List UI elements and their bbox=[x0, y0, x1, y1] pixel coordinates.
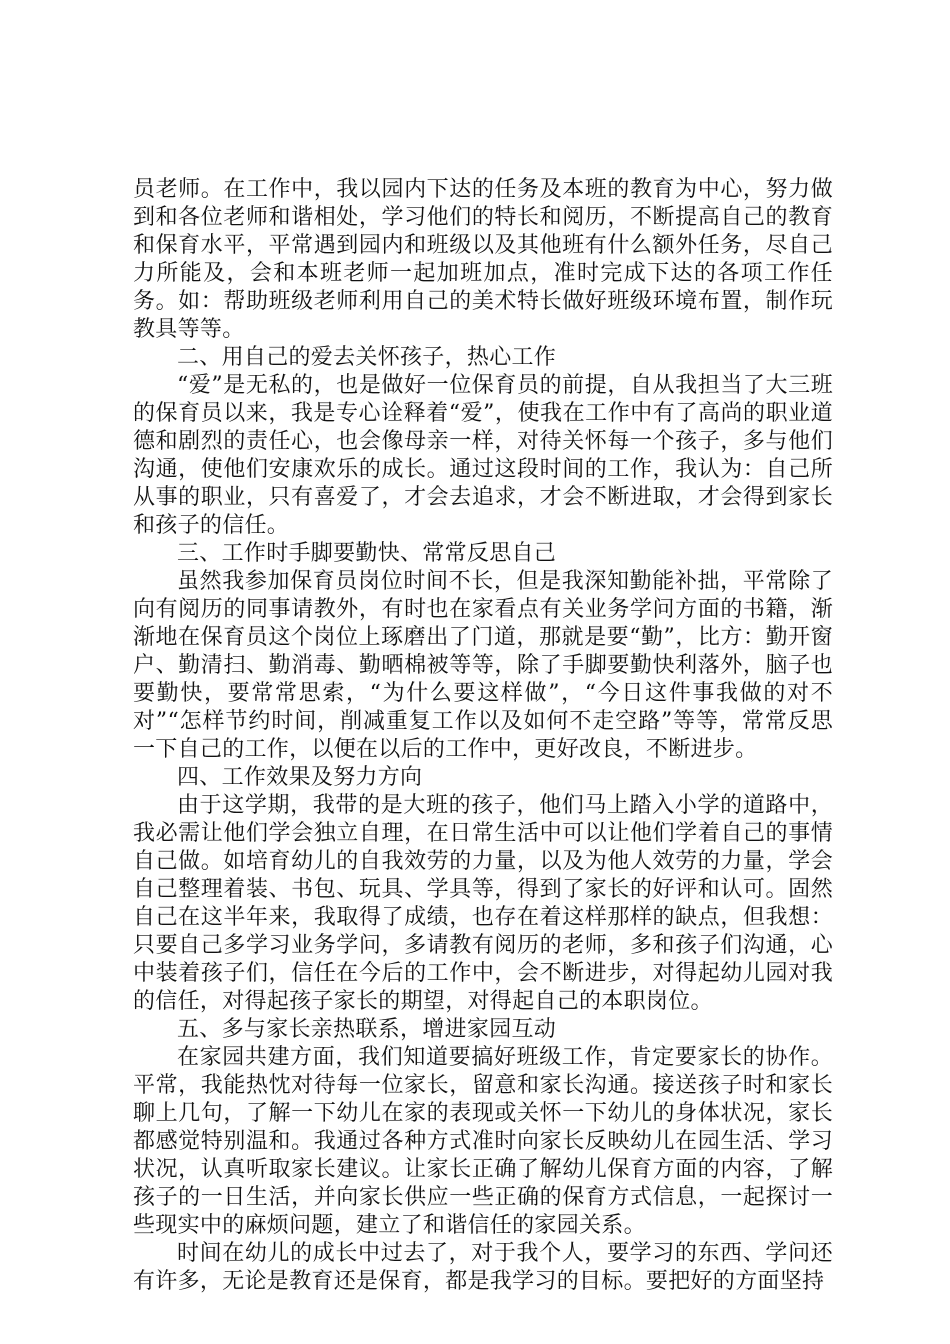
paragraph-intro: 员老师。在工作中，我以园内下达的任务及本班的教育为中心，努力做到和各位老师和谐相处，学习他们的特长和阅历，不断提高自己的教育和保育水平，平常遇到园内和班级以及其他班有什么额外任务，尽自己力所能及，会和本班老师一起加班加点，准时完成下达的各项工作任务。如：帮助班级老师利用自己的美术特长做好班级环境布置，制作玩教具等等。 bbox=[133, 177, 833, 342]
document-body bbox=[133, 176, 833, 1296]
paragraph-results: 由于这学期，我带的是大班的孩子，他们马上踏入小学的道路中，我必需让他们学会独立自理，在日常生活中可以让他们学着自己的事情自己做。如培育幼儿的自我效劳的力量，以及为他人效劳的力量，学会自己整理着装、书包、玩具、学具等，得到了家长的好评和认可。固然自己在这半年来，我取得了成绩，也存在着这样那样的缺点，但我想：只要自己多学习业务学问，多请教有阅历的老师，多和孩子们沟通，心中装着孩子们，信任在今后的工作中，会不断进步，对得起幼儿园对我的信任，对得起孩子家长的期望，对得起自己的本职岗位。 bbox=[133, 793, 833, 1014]
paragraph-closing: 时间在幼儿的成长中过去了，对于我个人，要学习的东西、学问还有许多，无论是教育还是保育，都是我学习的目标。要把好的方面坚持 bbox=[133, 1241, 833, 1294]
paragraph-love: “爱”是无私的，也是做好一位保育员的前提，自从我担当了大三班的保育员以来，我是专心诠释着“爱”，使我在工作中有了高尚的职业道德和剧烈的责任心，也会像母亲一样，对待关怀每一个孩子，多与他们沟通，使他们安康欢乐的成长。通过这段时间的工作，我认为：自己所从事的职业，只有喜爱了，才会去追求，才会不断进取，才会得到家长和孩子的信任。 bbox=[133, 373, 833, 538]
section-heading-2: 二、用自己的爱去关怀孩子，热心工作 bbox=[177, 345, 557, 370]
section-heading-4: 四、工作效果及努力方向 bbox=[177, 765, 423, 790]
paragraph-parents: 在家园共建方面，我们知道要搞好班级工作，肯定要家长的协作。平常，我能热忱对待每一位家长，留意和家长沟通。接送孩子时和家长聊上几句，了解一下幼儿在家的表现或关怀一下幼儿的身体状况，家长都感觉特别温和。我通过各种方式准时向家长反映幼儿在园生活、学习状况，认真听取家长建议。让家长正确了解幼儿保育方面的内容，了解孩子的一日生活，并向家长供应一些正确的保育方式信息，一起探讨一些现实中的麻烦问题，建立了和谐信任的家园关系。 bbox=[133, 1045, 833, 1238]
section-heading-3: 三、工作时手脚要勤快、常常反思自己 bbox=[177, 541, 557, 566]
section-heading-5: 五、多与家长亲热联系，增进家园互动 bbox=[177, 1017, 557, 1042]
paragraph-diligence: 虽然我参加保育员岗位时间不长，但是我深知勤能补拙，平常除了向有阅历的同事请教外，有时也在家看点有关业务学问方面的书籍，渐渐地在保育员这个岗位上琢磨出了门道，那就是要“勤”，比方：勤开窗户、勤清扫、勤消毒、勤晒棉被等等，除了手脚要勤快利落外，脑子也要勤快，要常常思索，“为什么要这样做”，“今日这件事我做的对不对”“怎样节约时间，削减重复工作以及如何不走空路”等等，常常反思一下自己的工作，以便在以后的工作中，更好改良，不断进步。 bbox=[133, 569, 833, 762]
